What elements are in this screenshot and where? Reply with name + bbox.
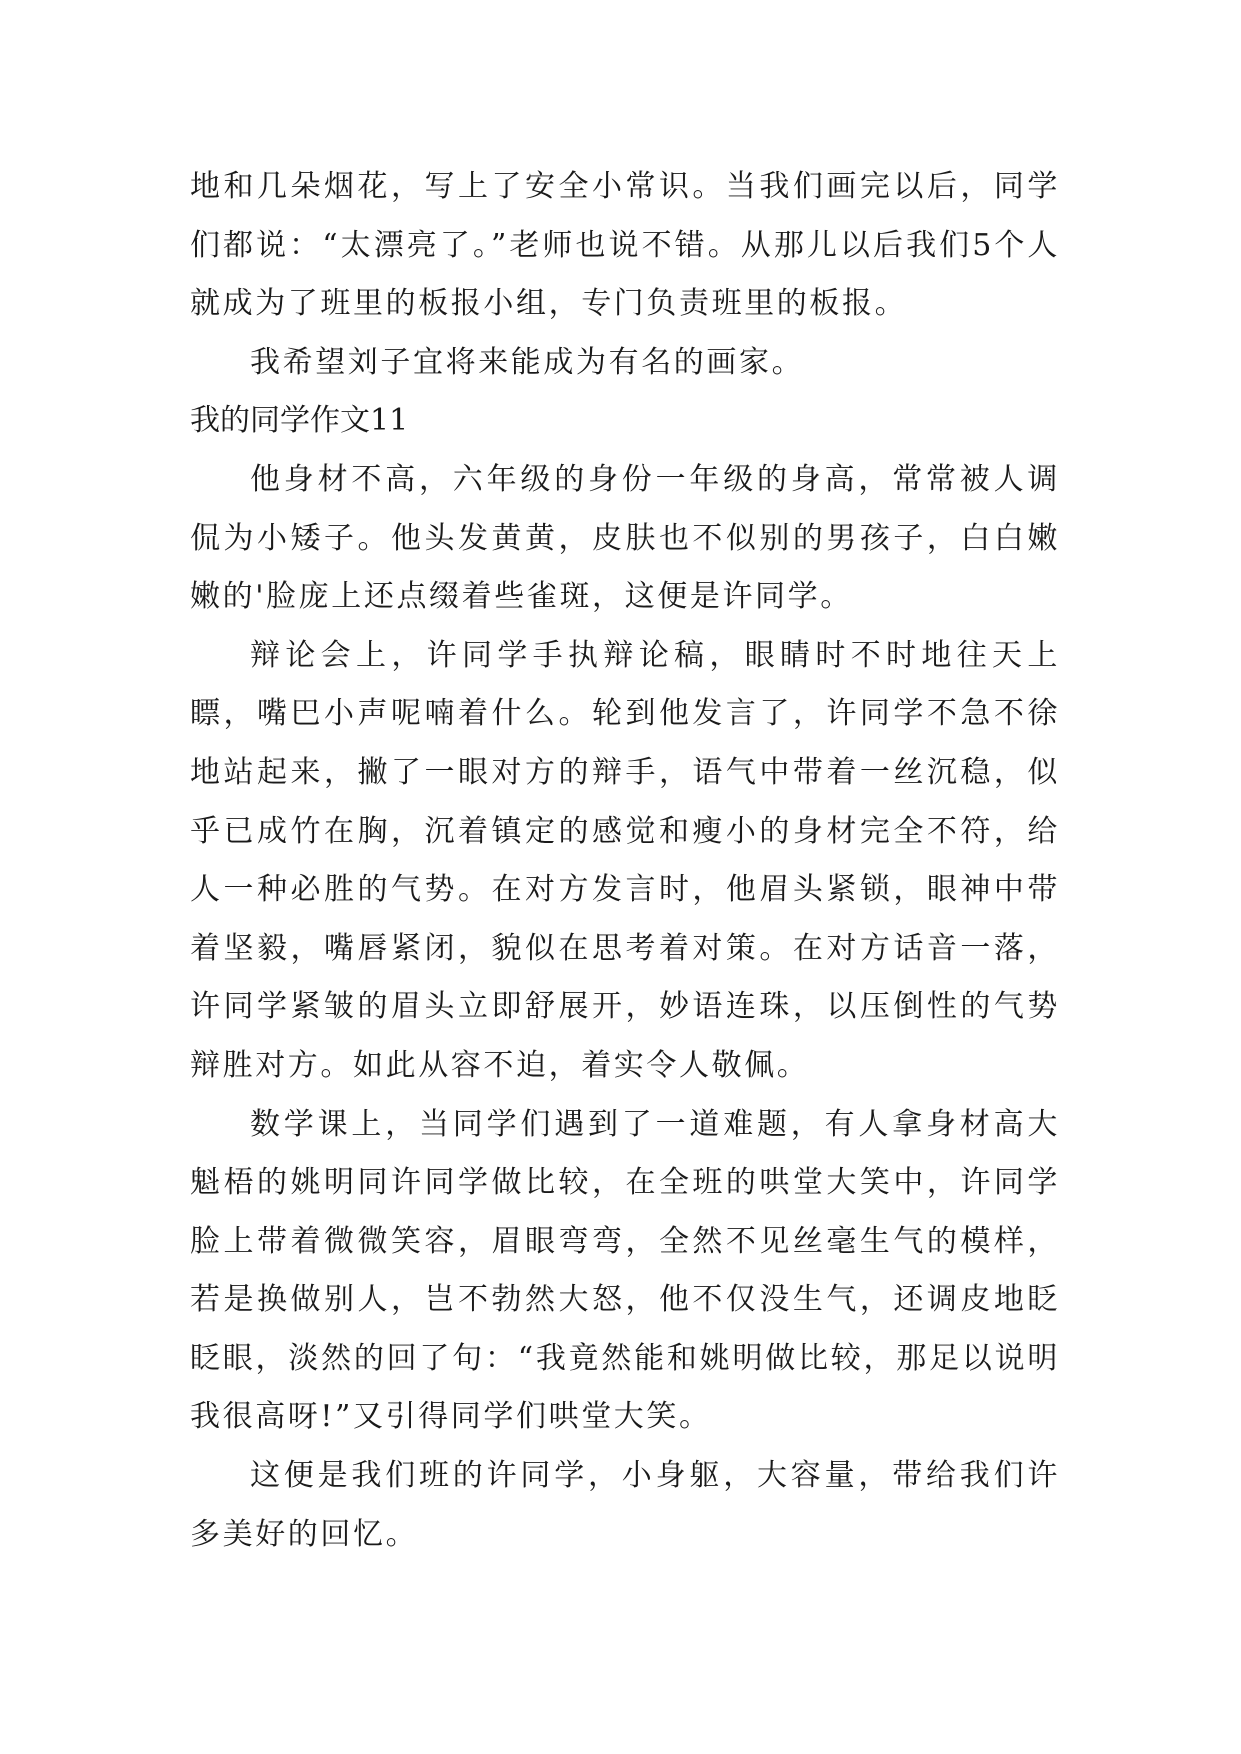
paragraph-continued: 地和几朵烟花，写上了安全小常识。当我们画完以后，同学们都说：“太漂亮了。”老师也说不错。从那儿以后我们5个人就成为了班里的板报小组，专门负责班里的板报。 bbox=[190, 169, 1060, 322]
paragraph-debate: 辩论会上，许同学手执辩论稿，眼睛时不时地往天上瞟，嘴巴小声呢喃着什么。轮到他发言了，许同学不急不徐地站起来，撇了一眼对方的辩手，语气中带着一丝沉稳，似乎已成竹在胸，沉着镇定的感觉和瘦小的身材完全不符，给人一种必胜的气势。在对方发言时，他眉头紧锁，眼神中带着坚毅，嘴唇紧闭，貌似在思考着对策。在对方话音一落，许同学紧皱的眉头立即舒展开，妙语连珠，以压倒性的气势辩胜对方。如此从容不迫，着实令人敬佩。 bbox=[190, 637, 1060, 1083]
paragraph-conclusion: 这便是我们班的许同学，小身躯，大容量，带给我们许多美好的回忆。 bbox=[190, 1458, 1060, 1552]
paragraph-math-class: 数学课上，当同学们遇到了一道难题，有人拿身材高大魁梧的姚明同许同学做比较，在全班的哄堂大笑中，许同学脸上带着微微笑容，眉眼弯弯，全然不见丝毫生气的模样，若是换做别人，岂不勃然大怒，他不仅没生气，还调皮地眨眨眼，淡然的回了句：“我竟然能和姚明做比较，那足以说明我很高呀!”又引得同学们哄堂大笑。 bbox=[190, 1106, 1060, 1435]
paragraph-wish: 我希望刘子宜将来能成为有名的画家。 bbox=[250, 344, 805, 380]
document-body bbox=[190, 158, 1060, 1564]
section-title: 我的同学作文11 bbox=[190, 403, 409, 439]
paragraph-description: 他身材不高，六年级的身份一年级的身高，常常被人调侃为小矮子。他头发黄黄，皮肤也不似别的男孩子，白白嫩嫩的'脸庞上还点缀着些雀斑，这便是许同学。 bbox=[190, 461, 1060, 615]
